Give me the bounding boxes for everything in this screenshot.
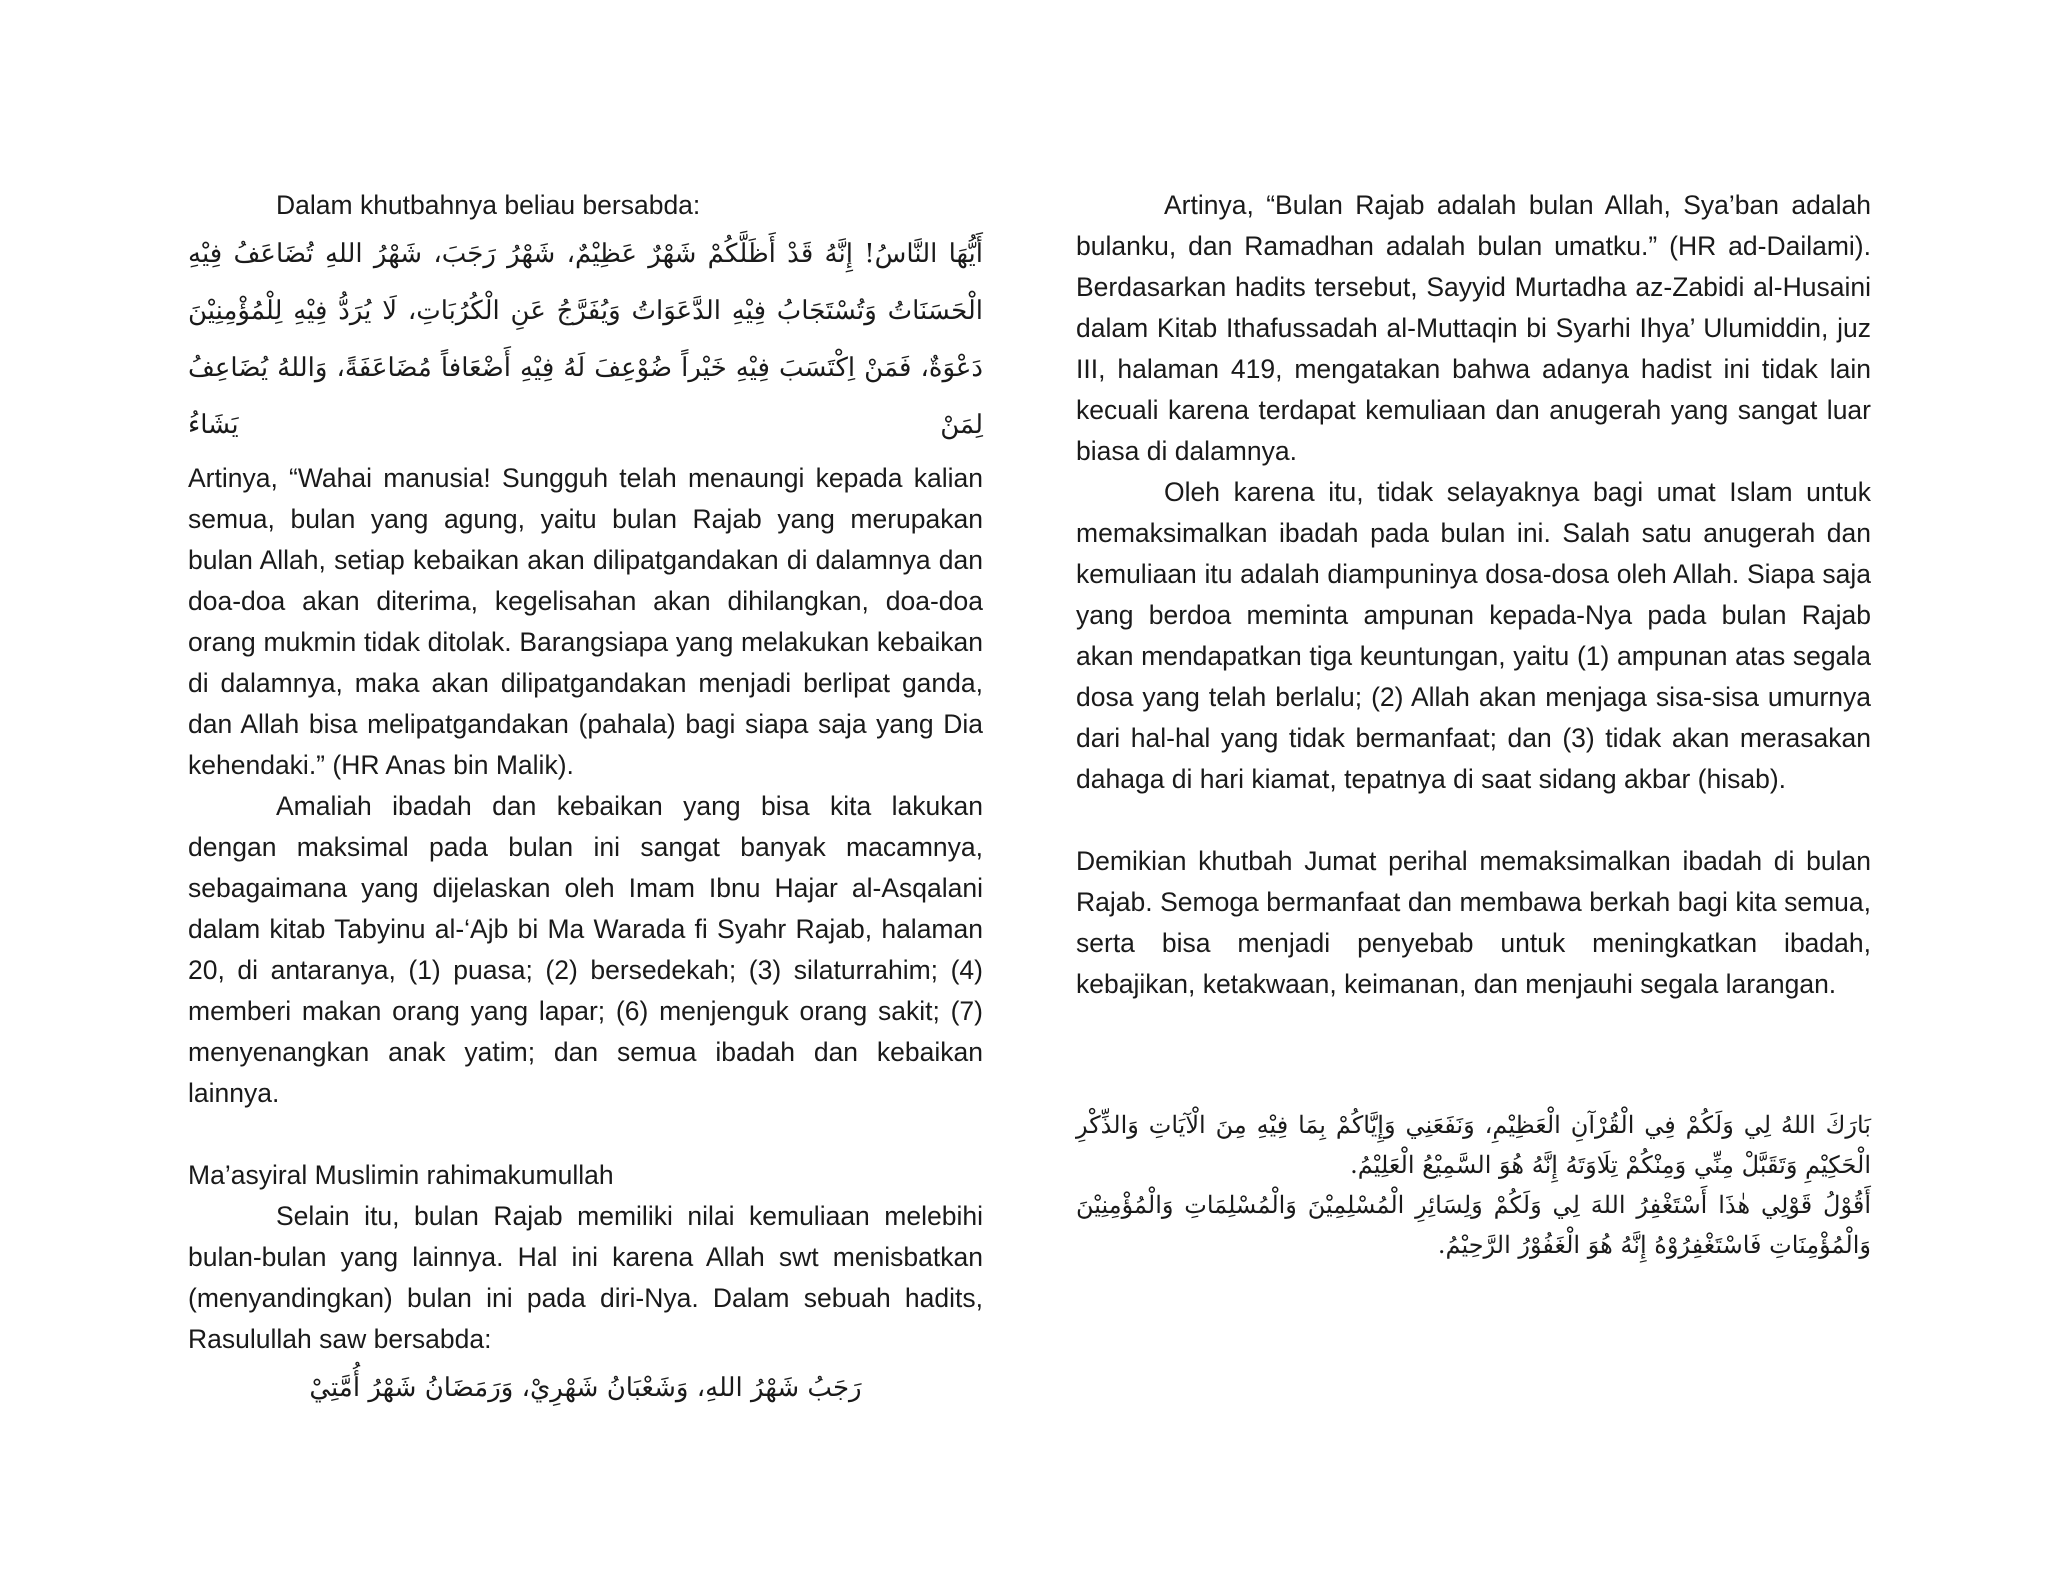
arabic-hadith-rajab-sermon: أَيُّهَا النَّاسُ! إِنَّهُ قَدْ أَظَلَّكُمْ شَهْرٌ عَظِيْمٌ، شَهْرُ رَجَبَ، شَهْرُ اللهِ تُضَاعَفُ فِيْهِ الْحَسَنَاتُ وَتُسْتَجَابُ فِيْهِ الدَّعَوَاتُ وَيُفَرَّجُ عَنِ الْكُرُبَاتِ، لَا يُرَدُّ فِيْهِ لِلْمُؤْمِنِيْنَ دَعْوَةٌ، فَمَنْ اِكْتَسَبَ فِيْهِ خَيْراً ضُوْعِفَ لَهُ فِيْهِ أَضْعَافاً مُضَاعَفَةً، وَاللهُ يُضَاعِفُ لِمَنْ يَشَاءُ [188,239,983,440]
translation-paragraph: Artinya, “Wahai manusia! Sungguh telah menaungi kepada kalian semua, bulan yang agung, yaitu bulan Rajab yang merupakan bulan Allah, setiap kebaikan akan dilipatgandakan di dalamnya dan doa-doa akan diterima, kegelisahan akan dihilangkan, doa-doa orang mukmin tidak ditolak. Barangsiapa yang melakukan kebaikan di dalamnya, maka akan dilipatgandakan menjadi berlipat ganda, dan Allah bisa melipatgandakan (pahala) bagi siapa saja yang Dia kehendaki.” (HR Anas bin Malik). [188,463,983,780]
spacer [1076,1005,1871,1105]
right-column [1076,185,1871,1265]
selain-paragraph: Selain itu, bulan Rajab memiliki nilai kemuliaan melebihi bulan-bulan yang lainnya. Hal ini karena Allah swt menisbatkan (menyandingkan) bulan ini pada diri-Nya. Dalam sebuah hadits, Rasulullah saw bersabda: [188,1201,983,1354]
spacer [1076,800,1871,841]
intro-line: Dalam khutbahnya beliau bersabda: [276,190,701,220]
oleh-paragraph: Oleh karena itu, tidak selayaknya bagi umat Islam untuk memaksimalkan ibadah pada bulan ini. Salah satu anugerah dan kemuliaan itu adalah diampuninya dosa-dosa oleh Allah. Siapa saja yang berdoa meminta ampunan kepada-Nya pada bulan Rajab akan mendapatkan tiga keuntungan, yaitu (1) ampunan atas segala dosa yang telah berlalu; (2) Allah akan menjaga sisa-sisa umurnya dari hal-hal yang tidak bermanfaat; dan (3) tidak akan merasakan dahaga di hari kiamat, tepatnya di saat sidang akbar (hisab). [1076,477,1871,794]
amaliah-paragraph: Amaliah ibadah dan kebaikan yang bisa kita lakukan dengan maksimal pada bulan ini sangat banyak macamnya, sebagaimana yang dijelaskan oleh Imam Ibnu Hajar al-Asqalani dalam kitab Tabyinu al-‘Ajb bi Ma Warada fi Syahr Rajab, halaman 20, di antaranya, (1) puasa; (2) bersedekah; (3) silaturrahim; (4) memberi makan orang yang lapar; (6) menjenguk orang sakit; (7) menyenangkan anak yatim; dan semua ibadah dan kebaikan lainnya. [188,791,983,1108]
arabic-doa-barakallah: بَارَكَ اللهُ لِي وَلَكُمْ فِي الْقُرْآنِ الْعَظِيْمِ، وَنَفَعَنِي وَإِيَّاكُمْ بِمَا فِيْهِ مِنَ الْآيَاتِ وَالذِّكْرِ الْحَكِيْمِ وَتَقَبَّلْ مِنِّي وَمِنْكُمْ تِلَاوَتَهُ إِنَّهُ هُوَ السَّمِيْعُ الْعَلِيْمُ. [1076,1111,1871,1179]
closing-paragraph: Demikian khutbah Jumat perihal memaksimalkan ibadah di bulan Rajab. Semoga bermanfaat dan membawa berkah bagi kita semua, serta bisa menjadi penyebab untuk meningkatkan ibadah, kebajikan, ketakwaan, keimanan, dan menjauhi segala larangan. [1076,846,1871,999]
salutation-line: Ma’asyiral Muslimin rahimakumullah [188,1160,614,1190]
arabic-doa-istighfar: أَقُوْلُ قَوْلِي هٰذَا أَسْتَغْفِرُ اللهَ لِي وَلَكُمْ وَلِسَائِرِ الْمُسْلِمِيْنَ وَالْمُسْلِمَاتِ وَالْمُؤْمِنِيْنَ وَالْمُؤْمِنَاتِ فَاسْتَغْفِرُوْهُ إِنَّهُ هُوَ الْغَفُوْرُ الرَّحِيْمُ. [1076,1191,1871,1259]
translation-2-paragraph: Artinya, “Bulan Rajab adalah bulan Allah, Sya’ban adalah bulanku, dan Ramadhan adalah bulan umatku.” (HR ad-Dailami). Berdasarkan hadits tersebut, Sayyid Murtadha az-Zabidi al-Husaini dalam Kitab Ithafussadah al-Muttaqin bi Syarhi Ihya’ Ulumiddin, juz III, halaman 419, mengatakan bahwa adanya hadist ini tidak lain kecuali karena terdapat kemuliaan dan anugerah yang sangat luar biasa di dalamnya. [1076,190,1871,466]
left-column [188,185,983,1416]
spacer [188,1114,983,1155]
arabic-hadith-rajab-month: رَجَبُ شَهْرُ اللهِ، وَشَعْبَانُ شَهْرِيْ، وَرَمَضَانُ شَهْرُ أُمَّتِيْ [309,1373,862,1403]
